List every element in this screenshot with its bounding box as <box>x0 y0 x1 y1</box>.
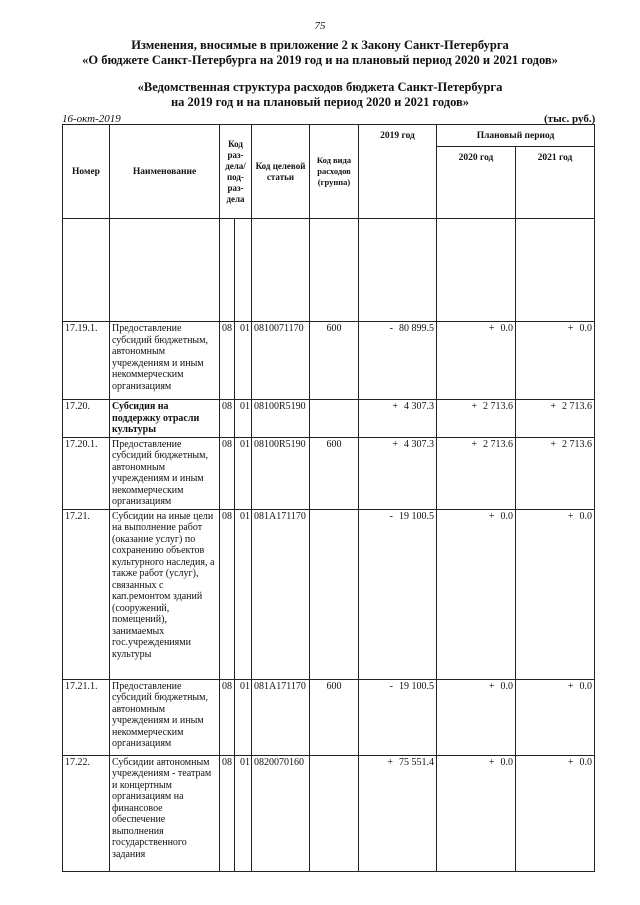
amount-value: 0.0 <box>579 510 592 522</box>
header-line-2: «О бюджете Санкт-Петербурга на 2019 год и на плановый период 2020 и 2021 годов» <box>82 53 558 67</box>
col-article: Код целевой статьи <box>252 125 310 219</box>
amount-value: 2 713.6 <box>562 401 592 412</box>
row-article: 081А171170 <box>252 679 310 755</box>
row-amount-y2021 <box>516 755 595 871</box>
row-section: 08 <box>220 755 235 871</box>
row-section: 08 <box>220 322 235 400</box>
row-amount-y2019 <box>359 400 437 438</box>
row-amount-y2020 <box>437 755 516 871</box>
amount-sign: + <box>567 323 574 334</box>
row-type: 600 <box>310 679 359 755</box>
row-amount-y2021 <box>516 322 595 400</box>
amount-sign: + <box>488 680 495 692</box>
row-amount-y2021 <box>516 400 595 438</box>
col-section: Код раз- дела/ под- раз- дела <box>220 125 252 219</box>
row-amount-y2019 <box>359 509 437 679</box>
amount-value: 4 307.3 <box>404 438 434 450</box>
row-number: 17.20.1. <box>63 437 110 509</box>
row-name: Предоставление субсидий бюджетным, автономным учреждениям и иным некоммерческим организациям <box>110 679 220 755</box>
amount-value: 80 899.5 <box>399 323 434 334</box>
row-amount-y2020 <box>437 322 516 400</box>
row-number: 17.22. <box>63 755 110 871</box>
row-amount-y2019 <box>359 437 437 509</box>
amount-value: 0.0 <box>500 510 513 522</box>
amount-sign: + <box>550 438 556 450</box>
amount-value: 0.0 <box>579 756 592 768</box>
table-row <box>63 400 595 438</box>
row-type: 600 <box>310 322 359 400</box>
row-amount-y2019 <box>359 755 437 871</box>
amount-sign: + <box>392 438 398 450</box>
amount-sign: + <box>471 438 477 450</box>
amount-value: 2 713.6 <box>562 438 592 450</box>
col-number: Номер <box>63 125 110 219</box>
row-article: 0810071170 <box>252 322 310 400</box>
row-amount-y2020 <box>437 400 516 438</box>
row-number: 17.21.1. <box>63 679 110 755</box>
row-name: Субсидии на иные цели на выполнение работ (оказание услуг) по сохранению объектов культурного наследия, а также работ (услуг), связанных с кап.ремонтом зданий (сооружений, помещений), занимаемых гос.учреждениями культуры <box>110 509 220 679</box>
amount-value: 0.0 <box>500 756 513 768</box>
table-row <box>63 679 595 755</box>
amount-sign: + <box>488 510 495 522</box>
row-section: 08 <box>220 509 235 679</box>
page-number: 75 <box>314 20 326 32</box>
row-article: 0820070160 <box>252 755 310 871</box>
amount-value: 19 100.5 <box>399 680 434 692</box>
amount-sign: + <box>488 323 495 334</box>
amount-value: 0.0 <box>500 323 513 334</box>
row-amount-y2020 <box>437 679 516 755</box>
row-amount-y2019 <box>359 322 437 400</box>
amount-sign: + <box>488 756 495 768</box>
amount-sign: + <box>471 401 477 412</box>
row-name: Предоставление субсидий бюджетным, автономным учреждениям и иным некоммерческим организациям <box>110 322 220 400</box>
col-2020: 2020 год <box>437 147 516 219</box>
row-amount-y2019 <box>359 679 437 755</box>
row-subsection: 01 <box>235 400 252 438</box>
table-row <box>63 755 595 871</box>
amount-value: 19 100.5 <box>399 510 434 522</box>
row-name: Субсидии автономным учреждениям - театрам и концертным организациям на финансовое обеспечение выполнения государственного задания <box>110 755 220 871</box>
row-number: 17.21. <box>63 509 110 679</box>
row-amount-y2021 <box>516 437 595 509</box>
amount-sign: - <box>389 323 393 334</box>
row-section: 08 <box>220 400 235 438</box>
table-row <box>63 509 595 679</box>
row-article: 08100R5190 <box>252 437 310 509</box>
row-type <box>310 755 359 871</box>
amount-sign: + <box>567 510 574 522</box>
row-section: 08 <box>220 437 235 509</box>
amount-sign: + <box>550 401 556 412</box>
col-name: Наименование <box>110 125 220 219</box>
row-subsection: 01 <box>235 509 252 679</box>
amount-sign: - <box>389 510 393 522</box>
row-name: Субсидия на поддержку отрасли культуры <box>110 400 220 438</box>
amount-sign: + <box>567 756 574 768</box>
amount-value: 2 713.6 <box>483 438 513 450</box>
amount-sign: + <box>392 401 398 412</box>
amount-sign: - <box>389 680 393 692</box>
row-type: 600 <box>310 437 359 509</box>
row-name: Предоставление субсидий бюджетным, автономным учреждениям и иным некоммерческим организациям <box>110 437 220 509</box>
header-line-1: Изменения, вносимые в приложение 2 к Закону Санкт-Петербурга <box>131 38 509 52</box>
col-type: Код вида расходов (группа) <box>310 125 359 219</box>
row-amount-y2021 <box>516 679 595 755</box>
header-spacer-row <box>63 219 595 322</box>
table-row <box>63 437 595 509</box>
row-type <box>310 400 359 438</box>
row-number: 17.19.1. <box>63 322 110 400</box>
document-date: 16-окт-2019 <box>62 113 121 125</box>
amount-sign: + <box>567 680 574 692</box>
row-subsection: 01 <box>235 437 252 509</box>
row-article: 08100R5190 <box>252 400 310 438</box>
amount-value: 4 307.3 <box>404 401 434 412</box>
row-number: 17.20. <box>63 400 110 438</box>
row-amount-y2020 <box>437 509 516 679</box>
amount-value: 0.0 <box>579 680 592 692</box>
table-row <box>63 322 595 400</box>
header-line-3: «Ведомственная структура расходов бюджета Санкт-Петербурга <box>137 80 503 94</box>
amount-value: 0.0 <box>500 680 513 692</box>
row-section: 08 <box>220 679 235 755</box>
budget-table <box>62 124 595 872</box>
row-article: 081А171170 <box>252 509 310 679</box>
row-amount-y2021 <box>516 509 595 679</box>
header-line-4: на 2019 год и на плановый период 2020 и 2021 годов» <box>170 95 470 109</box>
amount-value: 2 713.6 <box>483 401 513 412</box>
col-2021: 2021 год <box>516 147 595 219</box>
col-planned: Плановый период <box>437 125 595 147</box>
amount-value: 75 551.4 <box>399 756 434 768</box>
row-amount-y2020 <box>437 437 516 509</box>
col-2019: 2019 год <box>359 125 437 219</box>
row-subsection: 01 <box>235 679 252 755</box>
amount-value: 0.0 <box>579 323 592 334</box>
row-type <box>310 509 359 679</box>
unit-label: (тыс. руб.) <box>544 113 596 125</box>
amount-sign: + <box>387 756 393 768</box>
row-subsection: 01 <box>235 322 252 400</box>
row-subsection: 01 <box>235 755 252 871</box>
